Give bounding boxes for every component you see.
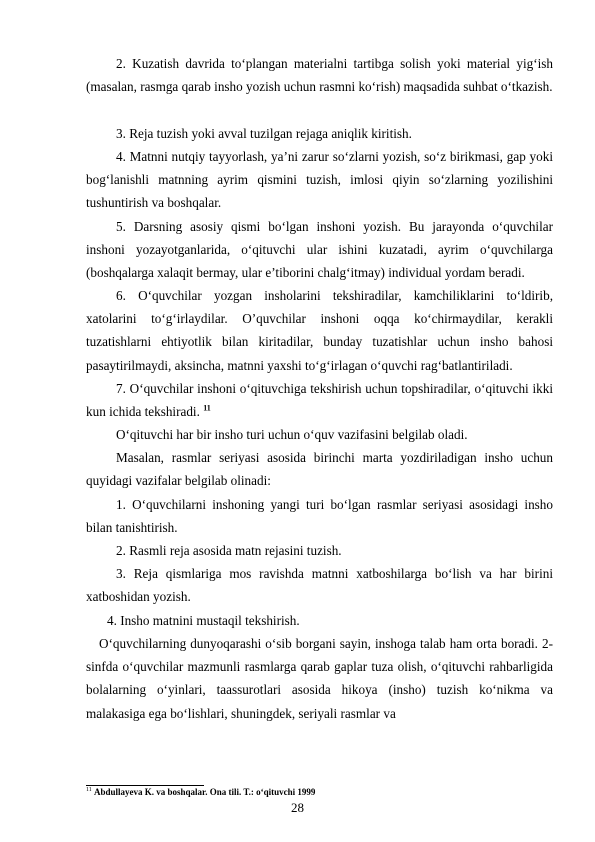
task-item-1: 1. O‘quvchilarni inshoning yangi turi bo‘lgan rasmlar seriyasi asosidagi insho bilan tanishtirish. [86, 497, 553, 536]
example-paragraph: Masalan, rasmlar seriyasi asosida birinchi marta yozdiriladigan insho uchun quyidagi vazifalar belgilab olinadi: [86, 450, 553, 489]
paragraph-item-4: 4. Matnni nutqiy tayyorlash, ya’ni zarur so‘zlarni yozish, so‘z birikmasi, gap yoki bog‘lanishli matnning ayrim qismini tuzish, imlosi qiyin so‘zlarning yozilishini tushuntirish va boshqalar. [86, 149, 553, 211]
teacher-task-paragraph: O‘qituvchi har bir insho turi uchun o‘quv vazifasini belgilab oladi. [116, 427, 468, 442]
paragraph-item-5: 5. Darsning asosiy qismi bo‘lgan inshoni yozish. Bu jarayonda o‘quvchilar inshoni yozayotganlarida, o‘qituvchi ular ishini kuzatadi, ayrim o‘quvchilarga (boshqalarga xalaqit bermay, ular e’tiborini chalg‘itmay) individual yordam beradi. [86, 219, 553, 281]
paragraph-item-6: 6. O‘quvchilar yozgan insholarini tekshiradilar, kamchiliklarini to‘ldirib, xatolarini to‘g‘irlaydilar. O’quvchilar inshoni oqqa ko‘chirmaydilar, kerakli tuzatishlarni ehtiyotlik bilan kiritadilar, bunday tuzatishlar uchun insho bahosi pasaytirilmaydi, aksincha, matnni yaxshi to‘g‘irlagan o‘quvchi rag‘batlantiriladi. [86, 288, 553, 373]
task-item-3: 3. Reja qismlariga mos ravishda matnni xatboshilarga bo‘lish va har birini xatboshidan yozish. [86, 566, 553, 605]
paragraph-item-3: 3. Reja tuzish yoki avval tuzilgan rejaga aniqlik kiritish. [116, 126, 412, 141]
page-number: 28 [291, 800, 304, 815]
footnote [86, 787, 315, 798]
paragraph-item-2: 2. Kuzatish davrida to‘plangan materialni tartibga solish yoki material yig‘ish (masalan, rasmga qarab insho yozish uchun rasmni ko‘rish) maqsadida suhbat o‘tkazish. [86, 56, 553, 95]
paragraph-item-7 [86, 377, 553, 423]
footnote-divider [86, 785, 204, 786]
closing-paragraph: O‘quvchilarning dunyoqarashi o‘sib borgani sayin, inshoga talab ham orta boradi. 2-sinfda o‘quvchilar mazmunli rasmlarga qarab gaplar tuza olish, o‘qituvchi rahbarligida bolalarning o‘yinlari, taassurotlari asosida hikoya (insho) tuzish ko‘nikma va malakasiga ega bo‘lishlari, shuningdek, seriyali rasmlar va [86, 636, 553, 721]
task-item-4: 4. Insho matnini mustaqil tekshirish. [107, 613, 300, 628]
paragraph-item-7-text: 7. O‘quvchilar inshoni o‘qituvchiga tekshirish uchun topshiradilar, o‘qituvchi ikki kun ichida tekshiradi. [86, 381, 553, 420]
footnote-text: Abdullayeva K. va boshqalar. Ona tili. T.: o‘qituvchi 1999 [94, 787, 316, 797]
task-item-2: 2. Rasmli reja asosida matn rejasini tuzish. [116, 543, 342, 558]
footnote-reference: 11 [203, 403, 211, 413]
footnote-number: 11 [86, 787, 92, 793]
